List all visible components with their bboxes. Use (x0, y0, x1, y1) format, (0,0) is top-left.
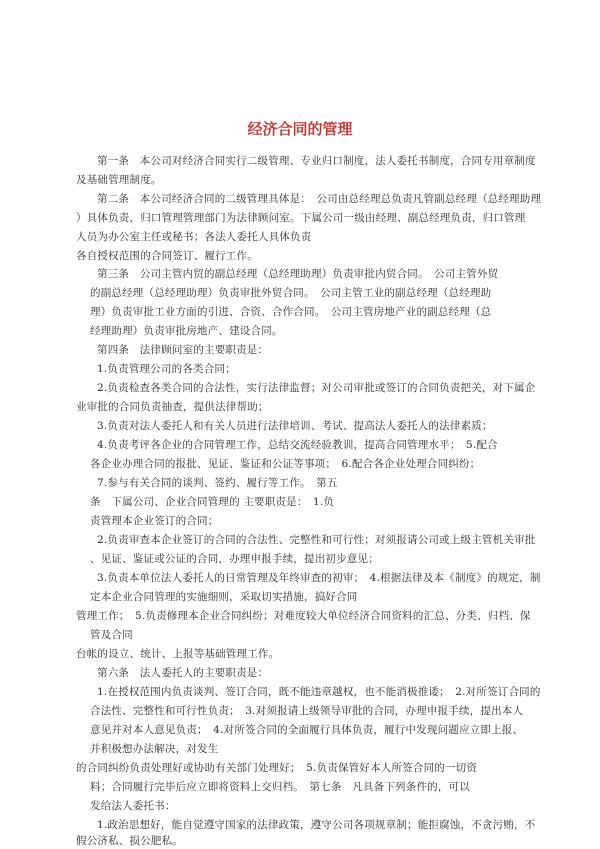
text-line: 管及合同 (90, 629, 133, 641)
text-line: 7.参与有关合同的谈判、签约、履行等工作。 第五 (97, 477, 338, 489)
text-line: 第二条 本公司经济合同的二级管理具体是： 公司由总经理总负责凡管副总经理（总经理助理 (97, 193, 542, 205)
text-line: 并积极想办法解决，对发生 (90, 743, 219, 755)
text-line: 1.负责管理公司的各类合同； (97, 363, 236, 375)
text-line: 的合同纠纷负责处理好或协助有关部门处理好； 5.负责保管好本人所签合同的一切资 (76, 762, 478, 774)
text-line: 理）负责审批工业方面的引进、合资、合作合同。 公司主管房地产业的副总经理（总 (90, 306, 492, 318)
text-line: 合法性、完整性和可行性负责； 3.对须报请上级领导审批的合同，办理申报手续，提出本人 (90, 705, 524, 717)
text-line: 人员为办公室主任或秘书；各法人委托人具体负责 (76, 231, 312, 243)
text-line: 责管理本企业签订的合同； (90, 515, 219, 527)
text-line: 发给法人委托书： (90, 800, 176, 812)
text-line: 2.负责审查本企业签订的合同的合法性、完整性和可行性；对须报请公司或上级主管机关审批 (97, 534, 536, 546)
text-line: 3.负责对法人委托人和有关人员进行法律培训、考试、提高法人委托人的法律素质； (97, 420, 493, 432)
text-line: 第四条 法律顾问室的主要职责是： (97, 344, 269, 356)
text-line: 2.负责检查各类合同的合法性，实行法律监督；对公司审批或签订的合同负责把关，对下属企 (97, 382, 536, 394)
text-line: 第三条 公司主管内贸的副总经理（总经理助理）负责审批内贸合同。 公司主管外贸 (97, 268, 499, 280)
text-line: 第六条 法人委托人的主要职责是： (97, 667, 269, 679)
text-line: 3.负责本单位法人委托人的日常管理及年终审查的初审； 4.根据法律及本《制度》的规定，制 (97, 572, 541, 584)
text-line: 4.负责考评各企业的合同管理工作，总结交流经验教训，提高合同管理水平； 5.配合 (97, 439, 498, 451)
text-line: 及基础管理制度。 (76, 174, 162, 186)
text-line: 条 下属公司、企业合同管理的 主要职责是： 1.负 (90, 496, 335, 508)
text-line: 假公济私、损公肥私。 (76, 835, 183, 847)
text-line: 1.在授权范围内负责谈判、签订合同，既不能违章越权，也不能消极推诿； 2.对所签订合同的 (97, 686, 541, 698)
text-line: 料；合同履行完毕后应立即将资料上交归档。 第七条 凡具备下列条件的，可以 (90, 781, 470, 793)
text-line: 、见证、鉴证或公证的合同，办理申报手续，提出初步意见； (90, 553, 379, 565)
text-line: 第一条 本公司对经济合同实行二级管理、专业归口制度，法人委托书制度，合同专用章制度 (97, 155, 536, 167)
text-line: 的副总经理（总经理助理）负责审批外贸合同。 公司主管工业的副总经理（总经理助 (90, 287, 492, 299)
text-line: 经理助理）负责审批房地产、建设合同。 (90, 325, 283, 337)
text-line: 各自授权范围的合同签订、履行工作。 (76, 250, 258, 262)
text-line: 意见并对本人意见负责； 4.对所签合同的全面履行具体负责，履行中发现问题应立即上报、 (90, 724, 524, 736)
text-line: ）具体负责，归口管理管理部门为法律顾问室。下属公司一级由经理、副总经理负责，归口管理 (76, 212, 526, 224)
text-line: 管理工作； 5.负责修理本企业合同纠纷；对难度较大单位经济合同资料的汇总、分类、归档、保 (76, 610, 531, 622)
text-line: 业审批的合同负责抽查，提供法律帮助； (76, 401, 269, 413)
document-title: 经济合同的管理 (247, 120, 353, 138)
text-line: 1.政治思想好，能自觉遵守国家的法律政策，遵守公司各项规章制；能拒腐蚀，不贪污贿，不 (97, 819, 536, 831)
text-line: 台帐的设立、统计、上报等基础管理工作。 (76, 648, 280, 660)
text-line: 定本企业合同管理的实施细则，采取切实措施，搞好合同 (90, 591, 358, 603)
text-line: 各企业办理合同的报批、见证、鉴证和公证等事项； 6.配合各企业处理合同纠纷； (90, 458, 481, 470)
